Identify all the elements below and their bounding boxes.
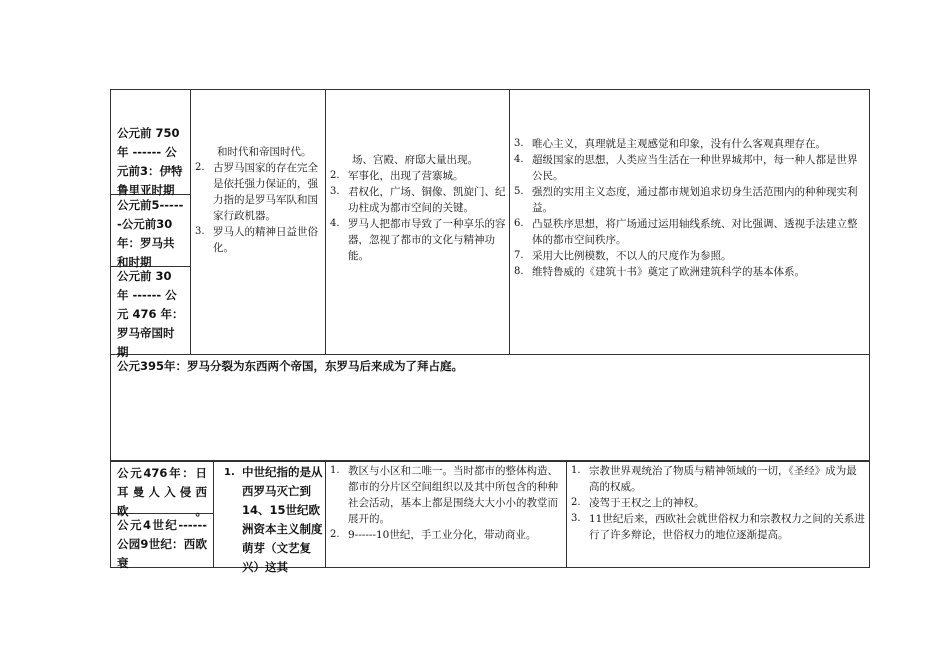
list-item: 5. 强烈的实用主义态度，通过都市规划追求切身生活范围内的种种现实利益。 (514, 186, 858, 214)
thought-list (567, 463, 865, 543)
continued-text: 场、宫殿、府邸大量出现。 (352, 154, 478, 166)
city-cell (326, 463, 564, 543)
features-cell (214, 463, 324, 577)
city-list (326, 168, 506, 264)
list-item: 3. 11世纪后来，西欧社会就世俗权力和宗教权力之间的关系进行了许多辩论，世俗权力的地位逐渐提高。 (571, 513, 865, 541)
period-cell: 公元前 30 年 ------ 公元 476 年：罗马帝国时期 (117, 269, 184, 359)
features-cell (191, 144, 323, 256)
features-list (214, 463, 324, 577)
list-item: 2. 凌驾于王权之上的神权。 (571, 497, 705, 509)
list-item: 4. 超级国家的思想，人类应当生活在一种世界城邦中，每一种人都是世界公民。 (514, 154, 858, 182)
banner-text: 公元395年：罗马分裂为东西两个帝国，东罗马后来成为了拜占庭。 (117, 359, 464, 373)
list-item: 3. 君权化，广场、铜像、凯旋门、纪功柱成为都市空间的关键。 (330, 186, 506, 214)
list-item: 1. 教区与小区和二唯一。当时都市的整体构造、都市的分片区空间组织以及其中所包含的种种社会活动，基本上都是围绕大大小小的教堂而展开的。 (330, 465, 558, 525)
period-cell: 公元476年：日耳曼人入侵西欧。 (117, 466, 207, 518)
period-cell: 公元前5------公元前30年：罗马共和时期 (117, 198, 184, 269)
top-table (110, 89, 870, 462)
list-item: 8. 维特鲁威的《建筑十书》奠定了欧洲建筑科学的基本体系。 (514, 266, 805, 278)
period-cell: 公元4世纪------公园9世纪：西欧衰 (117, 518, 207, 570)
list-item: 7. 采用大比例模数，不以人的尺度作为参照。 (514, 250, 732, 262)
list-item: 2. 军事化，出现了营寨城。 (330, 170, 464, 182)
list-item: 3. 唯心主义，真理就是主观感觉和印象，没有什么客观真理存在。 (514, 138, 826, 150)
features-list (191, 160, 323, 256)
list-item: 1. 宗教世界观统治了物质与精神领域的一切，《圣经》成为最高的权威。 (571, 465, 857, 493)
city-list (326, 463, 564, 543)
period-cell: 公元前 750 年 ------ 公元前3：伊特鲁里亚时期 (117, 126, 183, 197)
bottom-table (110, 460, 870, 574)
thought-list (510, 136, 866, 280)
list-item: 3. 罗马人的精神日益世俗化。 (195, 226, 318, 254)
thought-cell (510, 136, 866, 280)
list-item: 6. 凸显秩序思想，将广场通过运用轴线系统、对比强调、透视手法建立整体的都市空间秩序。 (514, 218, 858, 246)
list-item: 4. 罗马人把都市导致了一种享乐的容器，忽视了都市的文化与精神功能。 (330, 218, 506, 262)
thought-cell (567, 463, 865, 543)
city-cell (326, 152, 506, 264)
list-item: 1. 中世纪指的是从西罗马灭亡到14、15世纪欧洲资本主义制度萌芽（文艺复兴）这其 (224, 465, 323, 574)
list-item: 2. 古罗马国家的存在完全是依托强力保证的，强力指的是罗马军队和国家行政机器。 (195, 162, 318, 222)
list-item: 2. 9------10世纪，手工业分化，带动商业。 (330, 529, 537, 541)
continued-text: 和时代和帝国时代。 (217, 146, 312, 158)
